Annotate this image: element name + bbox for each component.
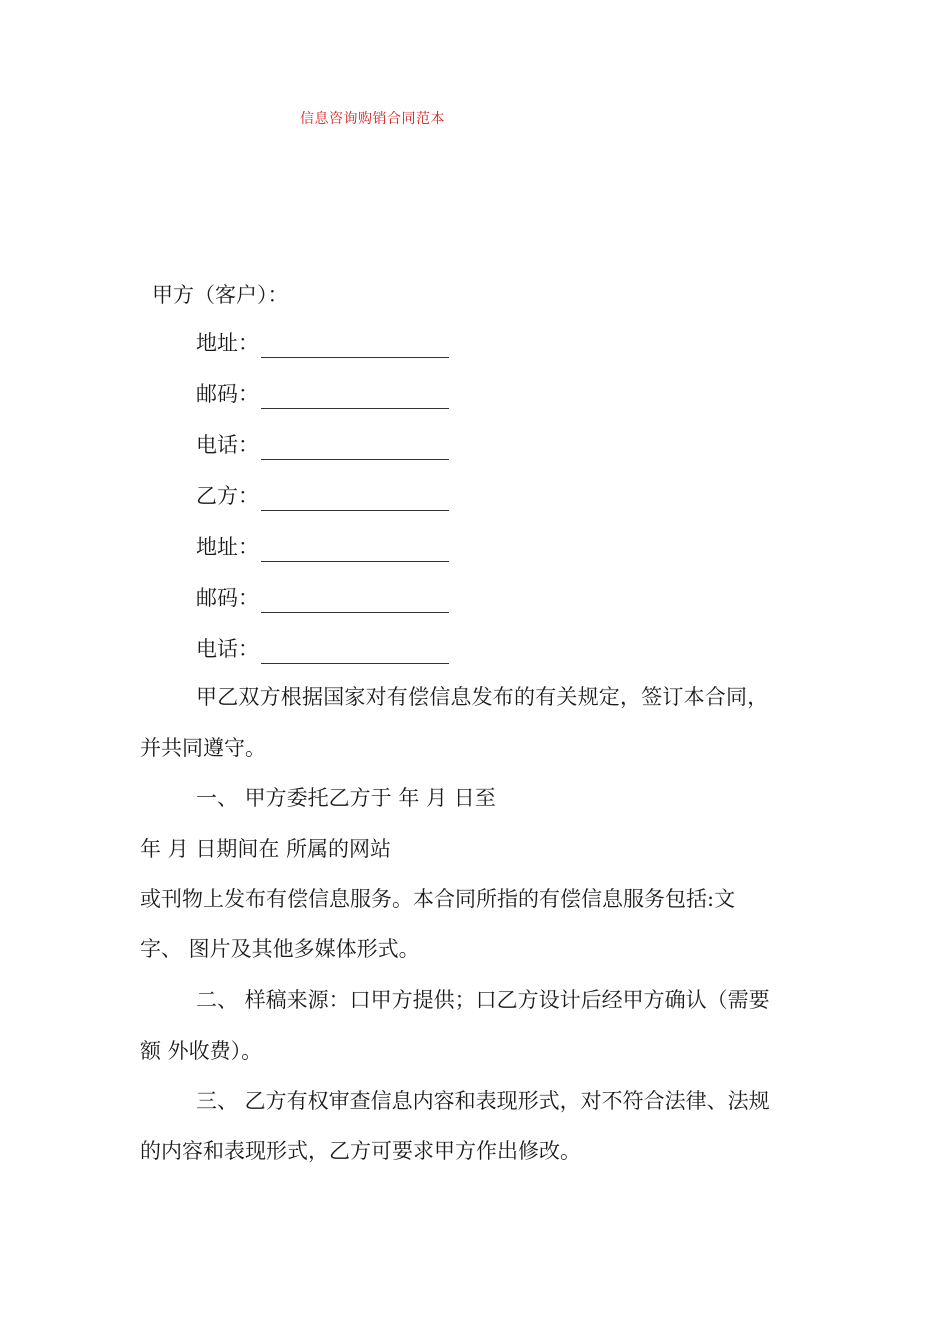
party-a-phone-field [196, 430, 449, 460]
preamble-line: 甲乙双方根据国家对有偿信息发布的有关规定，签订本合同， [196, 685, 769, 709]
clause-2-line: 二、 样稿来源：口甲方提供；口乙方设计后经甲方确认（需要 [196, 988, 770, 1012]
fill-in-line [261, 488, 449, 511]
clause-3-line: 的内容和表现形式，乙方可要求甲方作出修改。 [140, 1139, 581, 1163]
clause-1-line: 或刊物上发布有偿信息服务。本合同所指的有偿信息服务包括:文 [140, 887, 736, 911]
fill-in-line [261, 437, 449, 460]
field-label: 邮码： [196, 586, 259, 610]
clause-1-line: 一、 甲方委托乙方于 年 月 日至 [196, 786, 496, 810]
fill-in-line [261, 386, 449, 409]
fill-in-line [261, 539, 449, 562]
field-label: 地址： [196, 331, 259, 355]
party-a-address-field [196, 328, 449, 358]
fill-in-line [261, 641, 449, 664]
party-b-address-field [196, 532, 449, 562]
document-title: 信息咨询购销合同范本 [300, 111, 445, 127]
field-label: 地址： [196, 535, 259, 559]
clause-1-line: 年 月 日期间在 所属的网站 [140, 837, 392, 861]
fill-in-line [261, 590, 449, 613]
clause-1-line: 字、 图片及其他多媒体形式。 [140, 937, 420, 961]
field-label: 邮码： [196, 382, 259, 406]
party-b-phone-field [196, 634, 449, 664]
field-label: 电话： [196, 433, 259, 457]
clause-2-line: 额 外收费）。 [140, 1039, 263, 1063]
fill-in-line [261, 335, 449, 358]
party-a-postcode-field [196, 379, 449, 409]
field-label: 乙方： [196, 484, 259, 508]
party-a-label: 甲方（客户）： [152, 283, 289, 307]
field-label: 电话： [196, 637, 259, 661]
party-b-field [196, 481, 449, 511]
preamble-line: 并共同遵守。 [140, 736, 266, 760]
clause-3-line: 三、 乙方有权审查信息内容和表现形式，对不符合法律、法规 [196, 1089, 770, 1113]
party-b-postcode-field [196, 583, 449, 613]
